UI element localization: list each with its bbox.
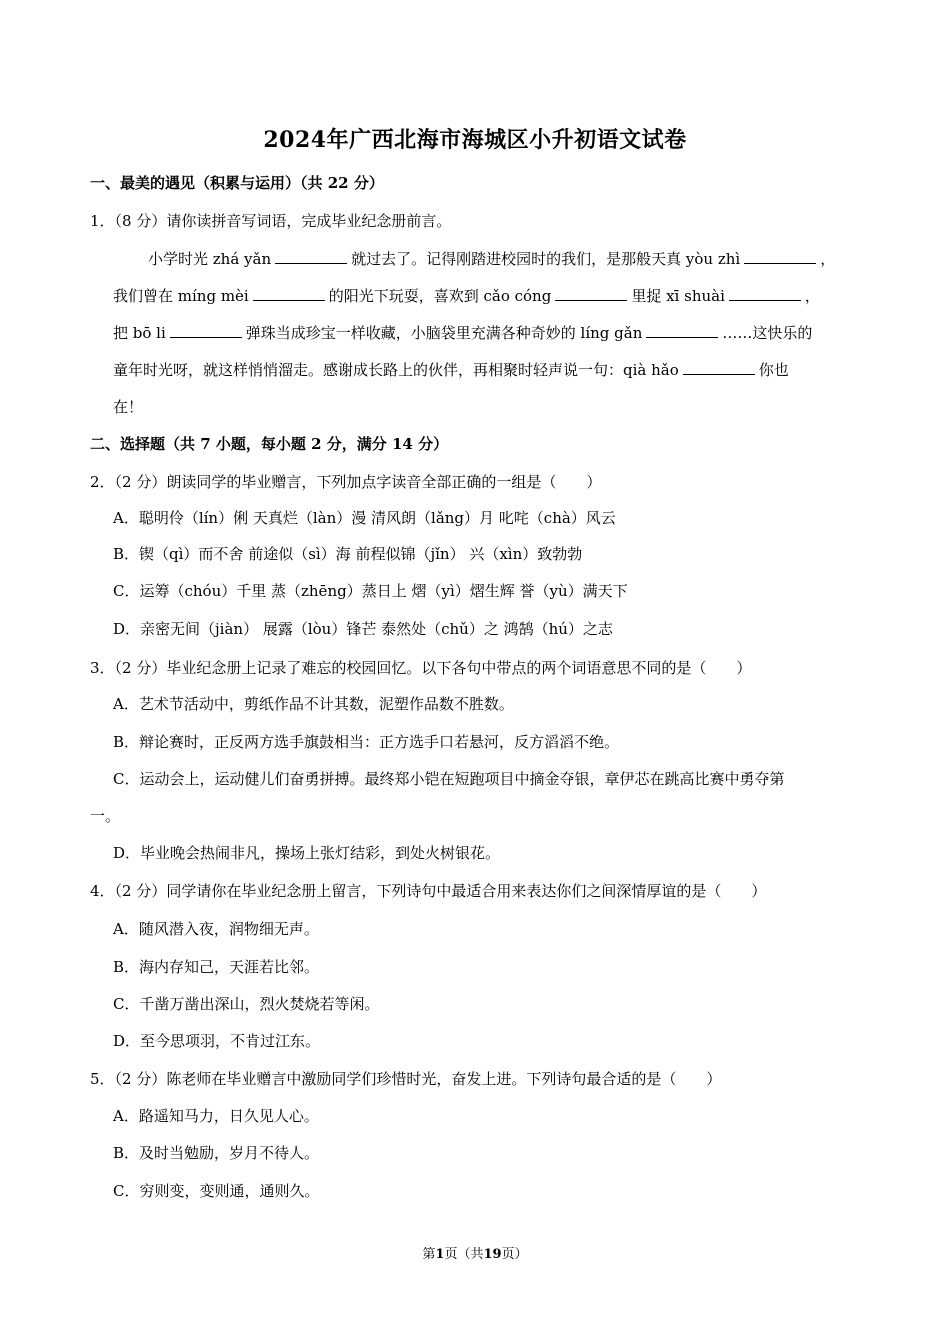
total-pages: 19 — [483, 1247, 502, 1262]
question-4-option-a[interactable]: A．随风潜入夜，润物细无声。 — [113, 920, 319, 938]
text: 小学时光 zhá yǎn — [148, 250, 272, 268]
answer-blank[interactable] — [170, 323, 242, 338]
question-3-stem: 3．（2 分）毕业纪念册上记录了难忘的校园回忆。以下各句中带点的两个词语意思不同的是（ ） — [90, 659, 752, 677]
question-1-line-1 — [148, 248, 835, 269]
section-heading-2: 二、选择题（共 7 小题，每小题 2 分，满分 14 分） — [90, 435, 449, 453]
text: 弹珠当成珍宝一样收藏，小脑袋里充满各种奇妙的 líng gǎn — [245, 324, 643, 342]
question-1-line-5: 在！ — [113, 398, 144, 416]
page-footer — [0, 1243, 950, 1262]
question-4-option-c[interactable]: C．千凿万凿出深山，烈火焚烧若等闲。 — [113, 995, 380, 1013]
footer-text: 第 — [422, 1247, 436, 1262]
answer-blank[interactable] — [744, 249, 816, 264]
question-5-stem: 5．（2 分）陈老师在毕业赠言中激励同学们珍惜时光，奋发上进。下列诗句最合适的是（ ） — [90, 1070, 722, 1088]
text: 的阳光下玩耍，喜欢到 cǎo cóng — [328, 287, 552, 305]
text: ……这快乐的 — [722, 324, 813, 342]
text: ， — [820, 250, 836, 268]
footer-text: 页（共 — [444, 1247, 484, 1262]
text: ， — [804, 287, 820, 305]
answer-blank[interactable] — [646, 323, 718, 338]
text: 你也 — [758, 361, 789, 379]
text: 把 bō li — [113, 324, 166, 342]
page-title: 2024年广西北海市海城区小升初语文试卷 — [263, 127, 687, 153]
question-4-stem: 4．（2 分）同学请你在毕业纪念册上留言，下列诗句中最适合用来表达你们之间深情厚谊的是（ ） — [90, 882, 767, 900]
question-2-option-a[interactable]: A．聪明伶（lín）俐 天真烂（làn）漫 清风朗（lǎng）月 叱咤（chà）风云 — [113, 509, 616, 527]
question-2-option-b[interactable]: B．锲（qì）而不舍 前途似（sì）海 前程似锦（jǐn） 兴（xìn）致勃勃 — [113, 545, 583, 563]
answer-blank[interactable] — [555, 286, 627, 301]
question-5-option-c[interactable]: C．穷则变，变则通，通则久。 — [113, 1182, 320, 1200]
answer-blank[interactable] — [683, 360, 755, 375]
question-1-line-2 — [113, 285, 863, 306]
text: 我们曾在 míng mèi — [113, 287, 249, 305]
page-number: 1 — [435, 1247, 445, 1262]
answer-blank[interactable] — [729, 286, 801, 301]
question-2-option-c[interactable]: C．运筹（chóu）千里 蒸（zhēng）蒸日上 熠（yì）熠生辉 誉（yù）满天下 — [113, 582, 628, 600]
question-4-option-d[interactable]: D．至今思项羽，不肯过江东。 — [113, 1032, 321, 1050]
question-1-stem: 1．（8 分）请你读拼音写词语，完成毕业纪念册前言。 — [90, 212, 452, 230]
footer-text: 页） — [501, 1247, 528, 1262]
text: 里捉 xī shuài — [631, 287, 725, 305]
answer-blank[interactable] — [275, 249, 347, 264]
text: 就过去了。记得刚踏进校园时的我们，是那般天真 yòu zhì — [351, 250, 741, 268]
question-3-option-b[interactable]: B．辩论赛时，正反两方选手旗鼓相当：正方选手口若悬河，反方滔滔不绝。 — [113, 733, 620, 751]
answer-blank[interactable] — [253, 286, 325, 301]
text: 童年时光呀，就这样悄悄溜走。感谢成长路上的伙伴，再相聚时轻声说一句：qià hǎo — [113, 361, 679, 379]
question-1-line-4 — [113, 359, 863, 380]
question-2-stem: 2．（2 分）朗读同学的毕业赠言，下列加点字读音全部正确的一组是（ ） — [90, 473, 602, 491]
question-3-option-a[interactable]: A．艺术节活动中，剪纸作品不计其数，泥塑作品数不胜数。 — [113, 695, 514, 713]
question-4-option-b[interactable]: B．海内存知己，天涯若比邻。 — [113, 958, 320, 976]
question-1-line-3 — [113, 322, 863, 343]
section-heading-1: 一、最美的遇见（积累与运用）（共 22 分） — [90, 174, 384, 192]
question-3-option-c[interactable]: C．运动会上，运动健儿们奋勇拼搏。最终郑小铠在短跑项目中摘金夺银，章伊芯在跳高比赛中勇夺第 — [113, 770, 785, 788]
question-5-option-a[interactable]: A．路遥知马力，日久见人心。 — [113, 1107, 319, 1125]
question-5-option-b[interactable]: B．及时当勉励，岁月不待人。 — [113, 1144, 320, 1162]
question-3-option-c-continued: 一。 — [90, 807, 121, 825]
question-3-option-d[interactable]: D．毕业晚会热闹非凡，操场上张灯结彩，到处火树银花。 — [113, 844, 501, 862]
question-2-option-d[interactable]: D．亲密无间（jiàn） 展露（lòu）锋芒 泰然处（chǔ）之 鸿鹄（hú）之志 — [113, 620, 613, 638]
